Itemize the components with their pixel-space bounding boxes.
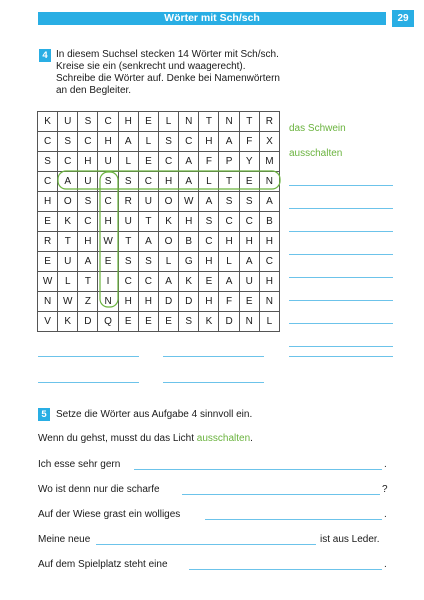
- grid-cell[interactable]: Z: [78, 292, 98, 312]
- grid-cell[interactable]: W: [179, 192, 199, 212]
- grid-cell[interactable]: H: [159, 172, 179, 192]
- grid-cell[interactable]: H: [179, 212, 199, 232]
- grid-cell[interactable]: H: [199, 292, 219, 312]
- grid-cell[interactable]: V: [38, 312, 58, 332]
- grid-cell[interactable]: L: [139, 132, 159, 152]
- grid-cell[interactable]: S: [38, 152, 58, 172]
- grid-cell[interactable]: A: [179, 152, 199, 172]
- sentence-3-end: .: [384, 509, 387, 520]
- grid-cell[interactable]: E: [98, 252, 118, 272]
- grid-cell[interactable]: H: [78, 152, 98, 172]
- grid-cell[interactable]: A: [219, 132, 239, 152]
- grid-cell[interactable]: K: [199, 312, 219, 332]
- grid-cell[interactable]: D: [78, 312, 98, 332]
- sentence-4-end: ist aus Leder.: [320, 534, 380, 545]
- grid-cell[interactable]: H: [139, 292, 159, 312]
- example-answer: ausschalten: [196, 433, 251, 444]
- fill-in-line[interactable]: [134, 469, 382, 470]
- page-number: 29: [392, 10, 414, 27]
- grid-cell[interactable]: W: [98, 232, 118, 252]
- grid-cell[interactable]: O: [159, 192, 179, 212]
- grid-cell[interactable]: C: [98, 112, 118, 132]
- grid-cell[interactable]: H: [199, 252, 219, 272]
- grid-cell[interactable]: L: [219, 252, 239, 272]
- task-4-number: 4: [39, 49, 51, 62]
- grid-cell[interactable]: H: [260, 232, 280, 252]
- answer-line[interactable]: [163, 382, 264, 383]
- grid-cell[interactable]: L: [119, 152, 139, 172]
- answer-line[interactable]: [289, 312, 393, 324]
- grid-cell[interactable]: S: [219, 192, 239, 212]
- grid-cell[interactable]: A: [219, 272, 239, 292]
- grid-cell[interactable]: A: [58, 172, 78, 192]
- answer-line[interactable]: [38, 356, 139, 357]
- answer-line[interactable]: [289, 356, 393, 357]
- word-search-grid[interactable]: [37, 111, 280, 332]
- grid-cell[interactable]: T: [119, 232, 139, 252]
- grid-cell[interactable]: E: [199, 272, 219, 292]
- grid-cell[interactable]: I: [98, 272, 118, 292]
- instruction-line: In diesem Suchsel stecken 14 Wörter mit Sch/sch.: [56, 49, 279, 60]
- fill-in-line[interactable]: [96, 544, 316, 545]
- grid-cell[interactable]: S: [119, 252, 139, 272]
- example-sentence: [38, 432, 253, 445]
- task-5-number: 5: [38, 408, 50, 421]
- grid-cell[interactable]: A: [139, 232, 159, 252]
- grid-cell[interactable]: S: [119, 172, 139, 192]
- grid-cell[interactable]: A: [260, 192, 280, 212]
- grid-cell[interactable]: S: [98, 172, 118, 192]
- grid-cell[interactable]: G: [179, 252, 199, 272]
- grid-cell[interactable]: H: [119, 292, 139, 312]
- grid-cell[interactable]: T: [78, 272, 98, 292]
- sentence-3: Auf der Wiese grast ein wolliges: [38, 509, 181, 520]
- grid-cell[interactable]: U: [98, 152, 118, 172]
- grid-cell[interactable]: K: [159, 212, 179, 232]
- grid-cell[interactable]: U: [58, 252, 78, 272]
- grid-cell[interactable]: X: [260, 132, 280, 152]
- grid-cell[interactable]: C: [119, 272, 139, 292]
- grid-cell[interactable]: N: [98, 292, 118, 312]
- grid-cell[interactable]: C: [240, 212, 260, 232]
- grid-cell[interactable]: R: [119, 192, 139, 212]
- sentence-5-end: .: [384, 559, 387, 570]
- answer-text: das Schwein: [289, 123, 346, 134]
- grid-cell[interactable]: N: [38, 292, 58, 312]
- grid-cell[interactable]: H: [199, 132, 219, 152]
- sentence-1: Ich esse sehr gern: [38, 459, 121, 470]
- instruction-line: Schreibe die Wörter auf. Denke bei Namenwörtern: [56, 73, 280, 84]
- grid-cell[interactable]: T: [58, 232, 78, 252]
- fill-in-line[interactable]: [182, 494, 380, 495]
- grid-cell[interactable]: H: [38, 192, 58, 212]
- grid-cell[interactable]: S: [240, 192, 260, 212]
- grid-cell[interactable]: U: [139, 192, 159, 212]
- grid-cell[interactable]: H: [78, 232, 98, 252]
- grid-cell[interactable]: S: [78, 112, 98, 132]
- grid-cell[interactable]: M: [260, 152, 280, 172]
- sentence-2: Wo ist denn nur die scharfe: [38, 484, 160, 495]
- fill-in-line[interactable]: [189, 569, 382, 570]
- grid-cell[interactable]: E: [159, 312, 179, 332]
- grid-cell[interactable]: C: [199, 232, 219, 252]
- grid-cell[interactable]: S: [199, 212, 219, 232]
- grid-cell[interactable]: K: [179, 272, 199, 292]
- grid-cell[interactable]: D: [179, 292, 199, 312]
- grid-cell[interactable]: L: [58, 272, 78, 292]
- grid-cell[interactable]: E: [38, 252, 58, 272]
- grid-cell[interactable]: O: [58, 192, 78, 212]
- grid-cell[interactable]: D: [219, 312, 239, 332]
- grid-cell[interactable]: N: [219, 112, 239, 132]
- grid-cell[interactable]: C: [260, 252, 280, 272]
- grid-cell[interactable]: E: [139, 112, 159, 132]
- grid-cell[interactable]: H: [98, 212, 118, 232]
- task-5-heading: Setze die Wörter aus Aufgabe 4 sinnvoll ein.: [56, 409, 253, 420]
- grid-cell[interactable]: C: [38, 172, 58, 192]
- grid-cell[interactable]: A: [240, 252, 260, 272]
- grid-cell[interactable]: C: [78, 132, 98, 152]
- grid-cell[interactable]: C: [139, 172, 159, 192]
- answer-line[interactable]: [163, 356, 264, 357]
- grid-cell[interactable]: N: [260, 172, 280, 192]
- grid-cell[interactable]: W: [38, 272, 58, 292]
- answer-line[interactable]: [289, 197, 393, 209]
- grid-cell[interactable]: A: [199, 192, 219, 212]
- grid-cell[interactable]: U: [78, 172, 98, 192]
- grid-cell[interactable]: E: [240, 172, 260, 192]
- grid-cell[interactable]: L: [159, 252, 179, 272]
- grid-cell[interactable]: B: [179, 232, 199, 252]
- grid-cell[interactable]: B: [260, 212, 280, 232]
- answer-line[interactable]: [289, 266, 393, 278]
- answer-line[interactable]: [289, 243, 393, 255]
- grid-cell[interactable]: Y: [240, 152, 260, 172]
- grid-cell[interactable]: O: [159, 232, 179, 252]
- grid-cell[interactable]: L: [260, 312, 280, 332]
- task-4-instructions: [56, 49, 376, 97]
- grid-cell[interactable]: N: [260, 292, 280, 312]
- grid-cell[interactable]: F: [240, 132, 260, 152]
- grid-cell[interactable]: T: [199, 112, 219, 132]
- grid-cell[interactable]: E: [139, 312, 159, 332]
- grid-cell[interactable]: E: [240, 292, 260, 312]
- page-title: Wörter mit Sch/sch: [164, 12, 260, 24]
- grid-cell[interactable]: S: [139, 252, 159, 272]
- grid-cell[interactable]: C: [58, 152, 78, 172]
- grid-cell[interactable]: T: [240, 112, 260, 132]
- grid-cell[interactable]: A: [179, 172, 199, 192]
- grid-cell[interactable]: U: [58, 112, 78, 132]
- grid-cell[interactable]: H: [98, 132, 118, 152]
- grid-cell[interactable]: N: [240, 312, 260, 332]
- grid-cell[interactable]: S: [179, 312, 199, 332]
- grid-cell[interactable]: F: [219, 292, 239, 312]
- answer-text: ausschalten: [289, 148, 343, 159]
- grid-cell[interactable]: P: [219, 152, 239, 172]
- grid-cell[interactable]: H: [119, 112, 139, 132]
- grid-cell[interactable]: T: [139, 212, 159, 232]
- grid-cell[interactable]: U: [119, 212, 139, 232]
- grid-cell[interactable]: H: [219, 232, 239, 252]
- grid-cell[interactable]: U: [240, 272, 260, 292]
- grid-cell[interactable]: C: [38, 132, 58, 152]
- example-prefix: Wenn du gehst, musst du das Licht: [38, 433, 197, 444]
- grid-cell[interactable]: T: [219, 172, 239, 192]
- grid-cell[interactable]: C: [139, 272, 159, 292]
- grid-cell[interactable]: A: [159, 272, 179, 292]
- grid-cell[interactable]: H: [240, 232, 260, 252]
- example-suffix: .: [250, 433, 253, 444]
- instruction-line: an den Begleiter.: [56, 85, 132, 96]
- grid-cell[interactable]: L: [159, 112, 179, 132]
- grid-cell[interactable]: H: [260, 272, 280, 292]
- answer-line[interactable]: [289, 335, 393, 347]
- answer-line[interactable]: [289, 174, 393, 186]
- grid-cell[interactable]: Q: [98, 312, 118, 332]
- grid-cell[interactable]: W: [58, 292, 78, 312]
- sentence-2-end: ?: [382, 484, 388, 495]
- grid-cell[interactable]: D: [159, 292, 179, 312]
- grid-cell[interactable]: F: [199, 152, 219, 172]
- grid-cell[interactable]: C: [159, 152, 179, 172]
- grid-cell[interactable]: E: [139, 152, 159, 172]
- grid-cell[interactable]: K: [38, 112, 58, 132]
- sentence-1-end: .: [384, 459, 387, 470]
- fill-in-line[interactable]: [205, 519, 382, 520]
- grid-cell[interactable]: A: [78, 252, 98, 272]
- grid-cell[interactable]: C: [78, 212, 98, 232]
- grid-cell[interactable]: S: [58, 132, 78, 152]
- grid-cell[interactable]: E: [38, 212, 58, 232]
- grid-cell[interactable]: C: [219, 212, 239, 232]
- grid-cell[interactable]: K: [58, 312, 78, 332]
- grid-cell[interactable]: R: [38, 232, 58, 252]
- answer-line[interactable]: [289, 220, 393, 232]
- grid-cell[interactable]: R: [260, 112, 280, 132]
- grid-cell[interactable]: K: [58, 212, 78, 232]
- sentence-5: Auf dem Spielplatz steht eine: [38, 559, 168, 570]
- grid-cell[interactable]: C: [98, 192, 118, 212]
- answer-line[interactable]: [289, 289, 393, 301]
- grid-cell[interactable]: E: [119, 312, 139, 332]
- grid-cell[interactable]: C: [179, 132, 199, 152]
- answer-line[interactable]: [38, 382, 139, 383]
- sentence-4: Meine neue: [38, 534, 91, 545]
- grid-cell[interactable]: N: [179, 112, 199, 132]
- grid-cell[interactable]: L: [199, 172, 219, 192]
- grid-cell[interactable]: S: [159, 132, 179, 152]
- instruction-line: Kreise sie ein (senkrecht und waagerecht).: [56, 61, 246, 72]
- grid-cell[interactable]: A: [119, 132, 139, 152]
- grid-cell[interactable]: S: [78, 192, 98, 212]
